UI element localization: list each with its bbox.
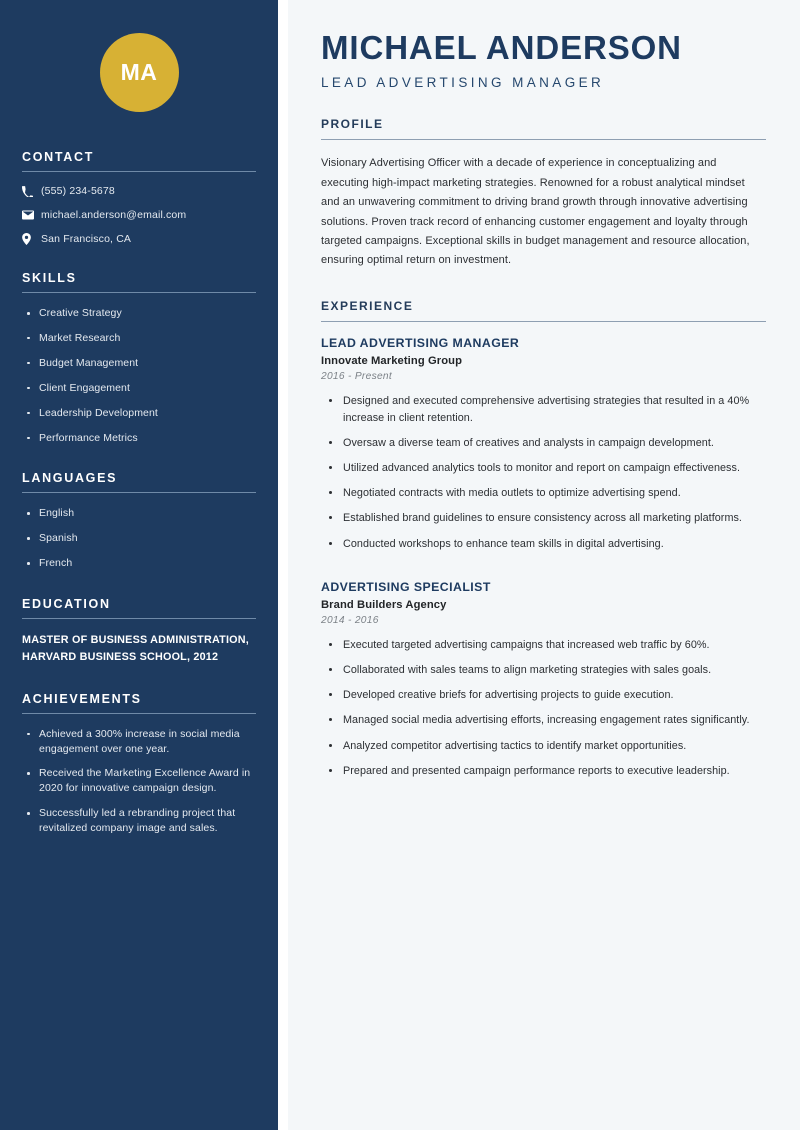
achievements-heading: ACHIEVEMENTS: [22, 691, 142, 706]
languages-section: [22, 471, 256, 571]
experience-spacer: [321, 570, 766, 580]
list-item: Utilized advanced analytics tools to monitor and report on campaign effectiveness.: [323, 460, 766, 476]
list-item: Achieved a 300% increase in social media engagement over one year.: [22, 727, 256, 757]
job-dates: 2016 - Present: [321, 371, 393, 383]
education-section: [22, 597, 256, 665]
list-item: Prepared and presented campaign performance reports to executive leadership.: [323, 763, 766, 779]
contact-divider: [22, 171, 256, 172]
phone-icon: [22, 186, 41, 197]
list-item: French: [22, 556, 256, 571]
list-item: Conducted workshops to enhance team skills in digital advertising.: [323, 536, 766, 552]
list-item: Successfully led a rebranding project that revitalized company image and sales.: [22, 806, 256, 836]
column-gap: [278, 0, 288, 1130]
page-title: MICHAEL ANDERSON: [321, 29, 682, 66]
avatar-container: [22, 0, 256, 150]
job-title: LEAD ADVERTISING MANAGER: [321, 336, 520, 351]
skills-section: [22, 271, 256, 445]
profile-divider: [321, 139, 766, 141]
list-item: Leadership Development: [22, 406, 256, 421]
avatar: MA: [100, 33, 179, 112]
list-item: Collaborated with sales teams to align marketing strategies with sales goals.: [323, 662, 766, 678]
contact-item-phone[interactable]: [22, 185, 256, 197]
experience-entry: [321, 580, 766, 779]
skills-divider: [22, 292, 256, 293]
contact-phone-text: (555) 234-5678: [41, 185, 115, 197]
sidebar: [0, 0, 278, 1130]
list-item: Spanish: [22, 531, 256, 546]
education-entry: MASTER OF BUSINESS ADMINISTRATION, HARVARD BUSINESS SCHOOL, 2012: [22, 634, 249, 663]
skills-heading: SKILLS: [22, 271, 77, 285]
achievements-section: [22, 692, 256, 836]
job-bullet-list: [321, 637, 766, 779]
profile-text: Visionary Advertising Officer with a decade of experience in conceptualizing and executing high-impact marketing strategies. Renowned for a robust analytical mindset and an unwavering commitment to driving brand growth through innovative advertising solutions. Proven track record of enhancing customer engagement and loyalty through targeted campaigns. Exceptional skills in budget management and resource allocation, ensuring optimal return on investment.: [321, 157, 750, 267]
list-item: Budget Management: [22, 356, 256, 371]
contact-item-location[interactable]: [22, 233, 256, 245]
list-item: Executed targeted advertising campaigns that increased web traffic by 60%.: [323, 637, 766, 653]
list-item: Market Research: [22, 331, 256, 346]
list-item: Established brand guidelines to ensure consistency across all marketing platforms.: [323, 510, 766, 526]
profile-section: [321, 117, 766, 271]
list-item: Developed creative briefs for advertising projects to guide execution.: [323, 687, 766, 703]
contact-section: [22, 150, 256, 245]
experience-entry: [321, 336, 766, 551]
contact-location-text: San Francisco, CA: [41, 233, 132, 245]
contact-heading: CONTACT: [22, 150, 95, 164]
achievements-divider: [22, 713, 256, 714]
map-pin-icon: [22, 233, 41, 245]
list-item: Negotiated contracts with media outlets to optimize advertising spend.: [323, 485, 766, 501]
languages-heading: LANGUAGES: [22, 471, 118, 486]
main-content: [288, 0, 800, 1130]
profile-heading: PROFILE: [321, 116, 384, 131]
list-item: Managed social media advertising efforts, increasing engagement rates significantly.: [323, 712, 766, 728]
languages-list: [22, 506, 256, 571]
list-item: Designed and executed comprehensive advertising strategies that resulted in a 40% increase in client retention.: [323, 393, 766, 425]
experience-heading: EXPERIENCE: [321, 298, 414, 313]
education-heading: EDUCATION: [22, 597, 111, 612]
job-title: ADVERTISING SPECIALIST: [321, 579, 491, 594]
list-item: Performance Metrics: [22, 431, 256, 446]
languages-divider: [22, 492, 256, 493]
achievements-list: [22, 727, 256, 836]
list-item: Oversaw a diverse team of creatives and analysts in campaign development.: [323, 435, 766, 451]
contact-item-email[interactable]: [22, 209, 256, 221]
job-company: Brand Builders Agency: [321, 598, 447, 611]
job-company: Innovate Marketing Group: [321, 355, 463, 368]
experience-section: [321, 299, 766, 779]
job-bullet-list: [321, 393, 766, 551]
list-item: Analyzed competitor advertising tactics to identify market opportunities.: [323, 738, 766, 754]
job-dates: 2014 - 2016: [321, 614, 379, 626]
list-item: Creative Strategy: [22, 306, 256, 321]
list-item: Received the Marketing Excellence Award in 2020 for innovative campaign design.: [22, 766, 256, 796]
envelope-icon: [22, 209, 41, 221]
education-divider: [22, 618, 256, 619]
skills-list: [22, 306, 256, 445]
experience-divider: [321, 321, 766, 323]
list-item: English: [22, 506, 256, 521]
list-item: Client Engagement: [22, 381, 256, 396]
job-role-subtitle: LEAD ADVERTISING MANAGER: [321, 74, 605, 90]
contact-email-text: michael.anderson@email.com: [41, 209, 187, 221]
